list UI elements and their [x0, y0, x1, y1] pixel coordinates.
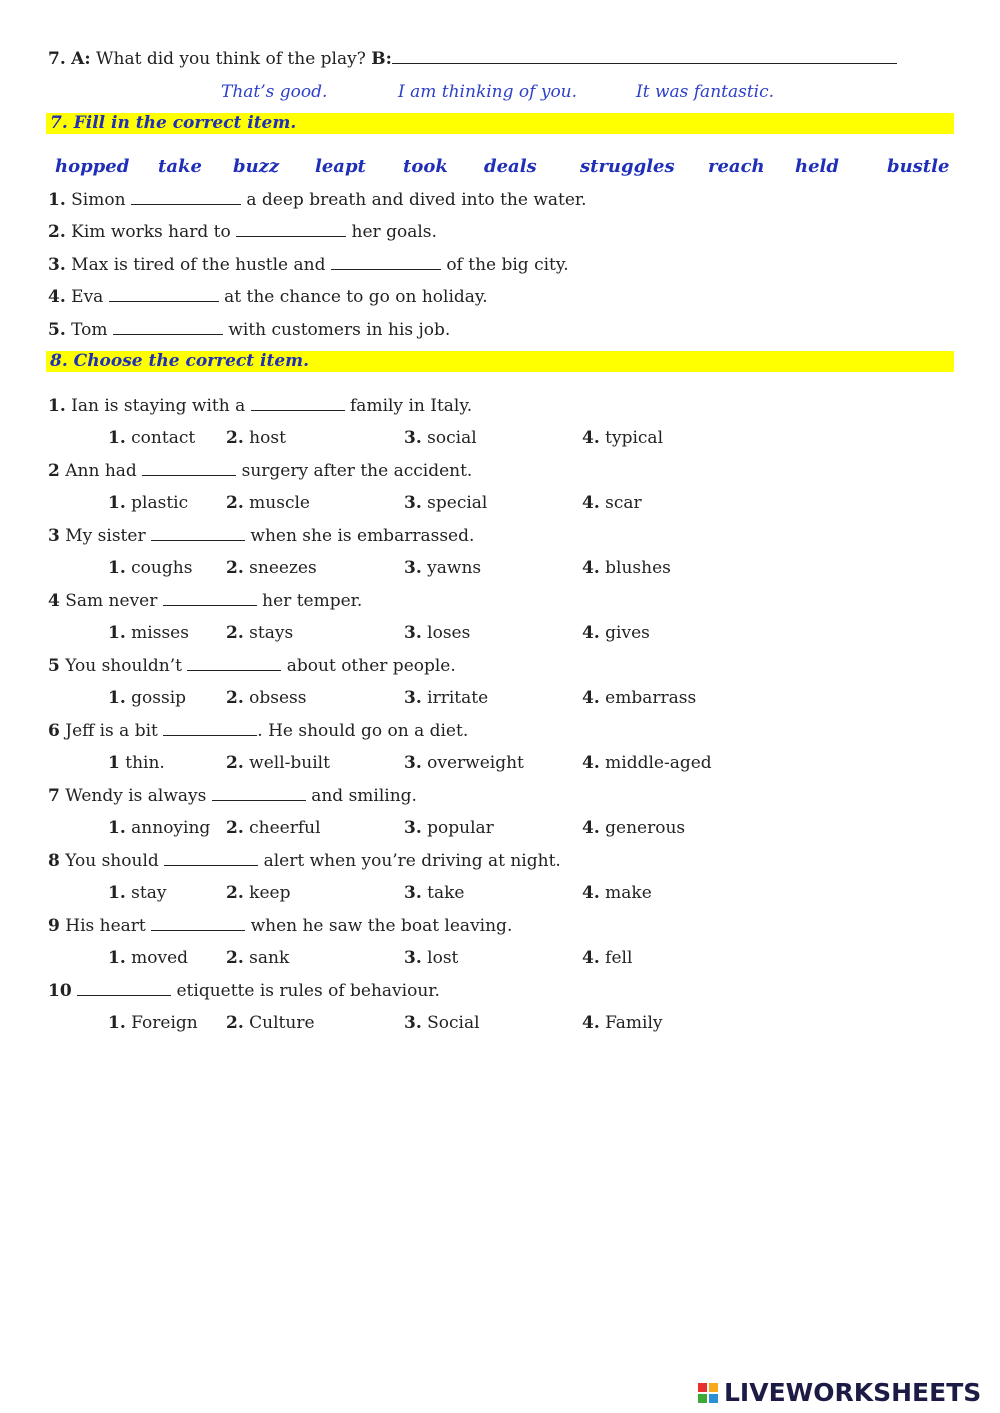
item-number: 1. — [48, 190, 66, 210]
answer-option[interactable] — [404, 1012, 480, 1034]
fill-item — [48, 286, 488, 308]
logo-square-icon — [698, 1394, 707, 1403]
answer-option[interactable] — [582, 752, 712, 774]
option-text: overweight — [427, 753, 524, 773]
question-text: You shouldn’t — [65, 656, 182, 676]
option-number: 4. — [582, 818, 600, 838]
answer-option[interactable] — [404, 752, 524, 774]
option-text: middle-aged — [605, 753, 712, 773]
option-number: 4. — [582, 623, 600, 643]
option-text: blushes — [605, 558, 671, 578]
item-number: 5. — [48, 320, 66, 340]
question-line — [48, 590, 362, 612]
option-text: coughs — [131, 558, 193, 578]
question-text: Ann had — [65, 461, 137, 481]
option-number: 1. — [108, 623, 126, 643]
question-text: surgery after the accident. — [241, 461, 473, 481]
word-bank-item: held — [795, 156, 839, 177]
answer-blank[interactable] — [142, 461, 236, 476]
answer-option[interactable] — [404, 557, 481, 579]
option-text: obsess — [249, 688, 307, 708]
question-line — [48, 655, 456, 677]
logo-square-icon — [709, 1394, 718, 1403]
answer-blank[interactable] — [151, 526, 245, 541]
dialogue-number: 7. — [48, 49, 66, 69]
question-text: and smiling. — [311, 786, 417, 806]
option-number: 4. — [582, 883, 600, 903]
option-number: 2. — [226, 688, 244, 708]
option-text: stay — [131, 883, 167, 903]
answer-option[interactable] — [108, 752, 165, 774]
dialogue-option[interactable]: I am thinking of you. — [398, 82, 578, 102]
option-number: 1. — [108, 688, 126, 708]
question-text: etiquette is rules of behaviour. — [176, 981, 440, 1001]
question-line — [48, 395, 472, 417]
question-text: . He should go on a diet. — [257, 721, 469, 741]
option-number: 1. — [108, 493, 126, 513]
answer-blank[interactable] — [251, 396, 345, 411]
question-text: her temper. — [262, 591, 363, 611]
option-text: take — [427, 883, 465, 903]
question-text: family in Italy. — [350, 396, 473, 416]
fill-item — [48, 254, 569, 276]
question-text: alert when you’re driving at night. — [263, 851, 561, 871]
option-text: irritate — [427, 688, 489, 708]
option-text: sneezes — [249, 558, 317, 578]
answer-option[interactable] — [582, 882, 652, 904]
answer-blank[interactable] — [331, 255, 441, 270]
answer-option[interactable] — [108, 882, 166, 904]
liveworksheets-logo — [698, 1380, 994, 1406]
item-number: 2. — [48, 222, 66, 242]
option-number: 2. — [226, 1013, 244, 1033]
answer-blank[interactable] — [77, 981, 171, 996]
question-line — [48, 785, 417, 807]
option-text: lost — [427, 948, 459, 968]
item-text: Max is tired of the hustle and — [71, 255, 326, 275]
question-text: Ian is staying with a — [71, 396, 246, 416]
option-text: special — [427, 493, 488, 513]
answer-option[interactable] — [226, 947, 289, 969]
option-number: 4. — [582, 428, 600, 448]
answer-option[interactable] — [404, 427, 477, 449]
question-text: Wendy is always — [65, 786, 207, 806]
option-text: sank — [249, 948, 290, 968]
question-line — [48, 980, 440, 1002]
option-text: Culture — [249, 1013, 315, 1033]
option-number: 2. — [226, 948, 244, 968]
speaker-a-label: A: — [71, 49, 91, 69]
option-number: 3. — [404, 1013, 422, 1033]
question-number: 9 — [48, 916, 60, 936]
answer-option[interactable] — [226, 427, 286, 449]
answer-option[interactable] — [404, 882, 465, 904]
item-text: at the chance to go on holiday. — [224, 287, 488, 307]
item-text: her goals. — [351, 222, 437, 242]
answer-blank[interactable] — [113, 320, 223, 335]
answer-option[interactable] — [582, 427, 663, 449]
section-8-title: 8. Choose the correct item. — [46, 351, 954, 372]
option-number: 1. — [108, 883, 126, 903]
answer-option[interactable] — [108, 492, 188, 514]
option-number: 1 — [108, 753, 120, 773]
answer-option[interactable] — [108, 427, 195, 449]
question-text: Jeff is a bit — [65, 721, 158, 741]
answer-blank[interactable] — [151, 916, 245, 931]
fill-item — [48, 221, 437, 243]
speaker-b-label: B: — [371, 49, 392, 69]
option-number: 3. — [404, 948, 422, 968]
option-number: 3. — [404, 818, 422, 838]
fill-item — [48, 319, 450, 341]
dialogue-option[interactable]: It was fantastic. — [636, 82, 775, 102]
question-text: You should — [65, 851, 159, 871]
word-bank-item: take — [158, 156, 202, 177]
answer-blank[interactable] — [212, 786, 306, 801]
dialogue-line — [48, 48, 897, 70]
question-number: 6 — [48, 721, 60, 741]
option-number: 1. — [108, 428, 126, 448]
option-text: misses — [131, 623, 189, 643]
option-text: keep — [249, 883, 291, 903]
answer-option[interactable] — [226, 1012, 315, 1034]
word-bank-item: reach — [708, 156, 765, 177]
option-number: 2. — [226, 428, 244, 448]
option-text: embarrass — [605, 688, 697, 708]
option-number: 3. — [404, 493, 422, 513]
option-number: 1. — [108, 558, 126, 578]
question-text: Sam never — [65, 591, 158, 611]
answer-option[interactable] — [582, 1012, 663, 1034]
option-text: scar — [605, 493, 642, 513]
option-text: fell — [605, 948, 633, 968]
item-text: of the big city. — [446, 255, 569, 275]
answer-blank[interactable] — [392, 49, 897, 64]
word-bank-item: deals — [484, 156, 537, 177]
option-number: 2. — [226, 883, 244, 903]
question-text: when she is embarrassed. — [250, 526, 475, 546]
option-text: annoying — [131, 818, 211, 838]
question-text: His heart — [65, 916, 146, 936]
option-text: make — [605, 883, 652, 903]
question-line — [48, 460, 472, 482]
option-text: typical — [605, 428, 664, 448]
logo-square-icon — [698, 1383, 707, 1392]
word-bank-item: leapt — [315, 156, 366, 177]
answer-option[interactable] — [582, 687, 696, 709]
answer-blank[interactable] — [131, 190, 241, 205]
answer-option[interactable] — [404, 947, 458, 969]
option-text: loses — [427, 623, 471, 643]
answer-option[interactable] — [404, 817, 494, 839]
option-number: 1. — [108, 818, 126, 838]
option-number: 3. — [404, 883, 422, 903]
answer-option[interactable] — [582, 622, 650, 644]
answer-option[interactable] — [226, 492, 310, 514]
question-number: 1. — [48, 396, 66, 416]
answer-option[interactable] — [108, 947, 188, 969]
option-text: popular — [427, 818, 494, 838]
option-text: host — [249, 428, 286, 448]
dialogue-option[interactable]: That’s good. — [221, 82, 328, 102]
answer-option[interactable] — [582, 817, 685, 839]
answer-option[interactable] — [582, 492, 642, 514]
option-text: plastic — [131, 493, 189, 513]
answer-blank[interactable] — [109, 287, 219, 302]
option-text: gives — [605, 623, 650, 643]
option-text: well-built — [249, 753, 330, 773]
option-number: 3. — [404, 623, 422, 643]
option-text: muscle — [249, 493, 310, 513]
answer-blank[interactable] — [164, 851, 258, 866]
item-text: with customers in his job. — [228, 320, 451, 340]
item-text: a deep breath and dived into the water. — [246, 190, 587, 210]
logo-text: LIVEWORKSHEETS — [724, 1378, 982, 1407]
dialogue-question: What did you think of the play? — [96, 49, 366, 69]
word-bank-item: took — [403, 156, 448, 177]
question-number: 7 — [48, 786, 60, 806]
option-number: 4. — [582, 558, 600, 578]
question-line — [48, 525, 474, 547]
answer-option[interactable] — [226, 557, 317, 579]
option-number: 3. — [404, 753, 422, 773]
question-line — [48, 850, 561, 872]
option-text: yawns — [427, 558, 482, 578]
option-number: 4. — [582, 948, 600, 968]
answer-option[interactable] — [108, 557, 192, 579]
answer-option[interactable] — [108, 687, 186, 709]
answer-option[interactable] — [582, 947, 632, 969]
option-text: thin. — [125, 753, 165, 773]
fill-item — [48, 189, 587, 211]
question-text: about other people. — [286, 656, 456, 676]
answer-option[interactable] — [108, 817, 210, 839]
option-text: cheerful — [249, 818, 321, 838]
item-number: 4. — [48, 287, 66, 307]
question-text: when he saw the boat leaving. — [250, 916, 513, 936]
question-number: 5 — [48, 656, 60, 676]
option-number: 3. — [404, 688, 422, 708]
question-number: 3 — [48, 526, 60, 546]
item-number: 3. — [48, 255, 66, 275]
option-text: social — [427, 428, 477, 448]
option-text: moved — [131, 948, 189, 968]
option-number: 2. — [226, 493, 244, 513]
option-text: Foreign — [131, 1013, 198, 1033]
option-text: contact — [131, 428, 196, 448]
item-text: Simon — [71, 190, 126, 210]
question-number: 4 — [48, 591, 60, 611]
answer-option[interactable] — [108, 1012, 198, 1034]
answer-option[interactable] — [226, 882, 290, 904]
answer-option[interactable] — [404, 492, 487, 514]
logo-square-icon — [709, 1383, 718, 1392]
answer-option[interactable] — [404, 622, 470, 644]
option-number: 3. — [404, 428, 422, 448]
option-number: 2. — [226, 623, 244, 643]
word-bank-item: hopped — [55, 156, 130, 177]
answer-blank[interactable] — [236, 222, 346, 237]
option-number: 1. — [108, 948, 126, 968]
question-line — [48, 720, 468, 742]
answer-option[interactable] — [108, 622, 189, 644]
option-number: 4. — [582, 753, 600, 773]
question-text: My sister — [65, 526, 146, 546]
option-text: gossip — [131, 688, 187, 708]
answer-option[interactable] — [226, 752, 330, 774]
answer-blank[interactable] — [163, 591, 257, 606]
answer-option[interactable] — [226, 817, 321, 839]
answer-option[interactable] — [226, 687, 307, 709]
section-7-title: 7. Fill in the correct item. — [46, 113, 954, 134]
word-bank-item: buzz — [233, 156, 280, 177]
question-number: 8 — [48, 851, 60, 871]
option-number: 2. — [226, 753, 244, 773]
answer-option[interactable] — [404, 687, 488, 709]
option-number: 4. — [582, 688, 600, 708]
option-number: 3. — [404, 558, 422, 578]
option-text: Social — [427, 1013, 480, 1033]
question-number: 10 — [48, 981, 72, 1001]
option-text: Family — [605, 1013, 663, 1033]
question-number: 2 — [48, 461, 60, 481]
answer-blank[interactable] — [187, 656, 281, 671]
option-number: 2. — [226, 558, 244, 578]
option-number: 4. — [582, 493, 600, 513]
word-bank-item: struggles — [580, 156, 675, 177]
answer-option[interactable] — [226, 622, 293, 644]
option-text: stays — [249, 623, 294, 643]
item-text: Tom — [71, 320, 108, 340]
option-number: 1. — [108, 1013, 126, 1033]
answer-blank[interactable] — [163, 721, 257, 736]
option-number: 4. — [582, 1013, 600, 1033]
answer-option[interactable] — [582, 557, 671, 579]
question-line — [48, 915, 512, 937]
word-bank-item: bustle — [887, 156, 950, 177]
option-text: generous — [605, 818, 686, 838]
item-text: Kim works hard to — [71, 222, 231, 242]
item-text: Eva — [71, 287, 104, 307]
option-number: 2. — [226, 818, 244, 838]
